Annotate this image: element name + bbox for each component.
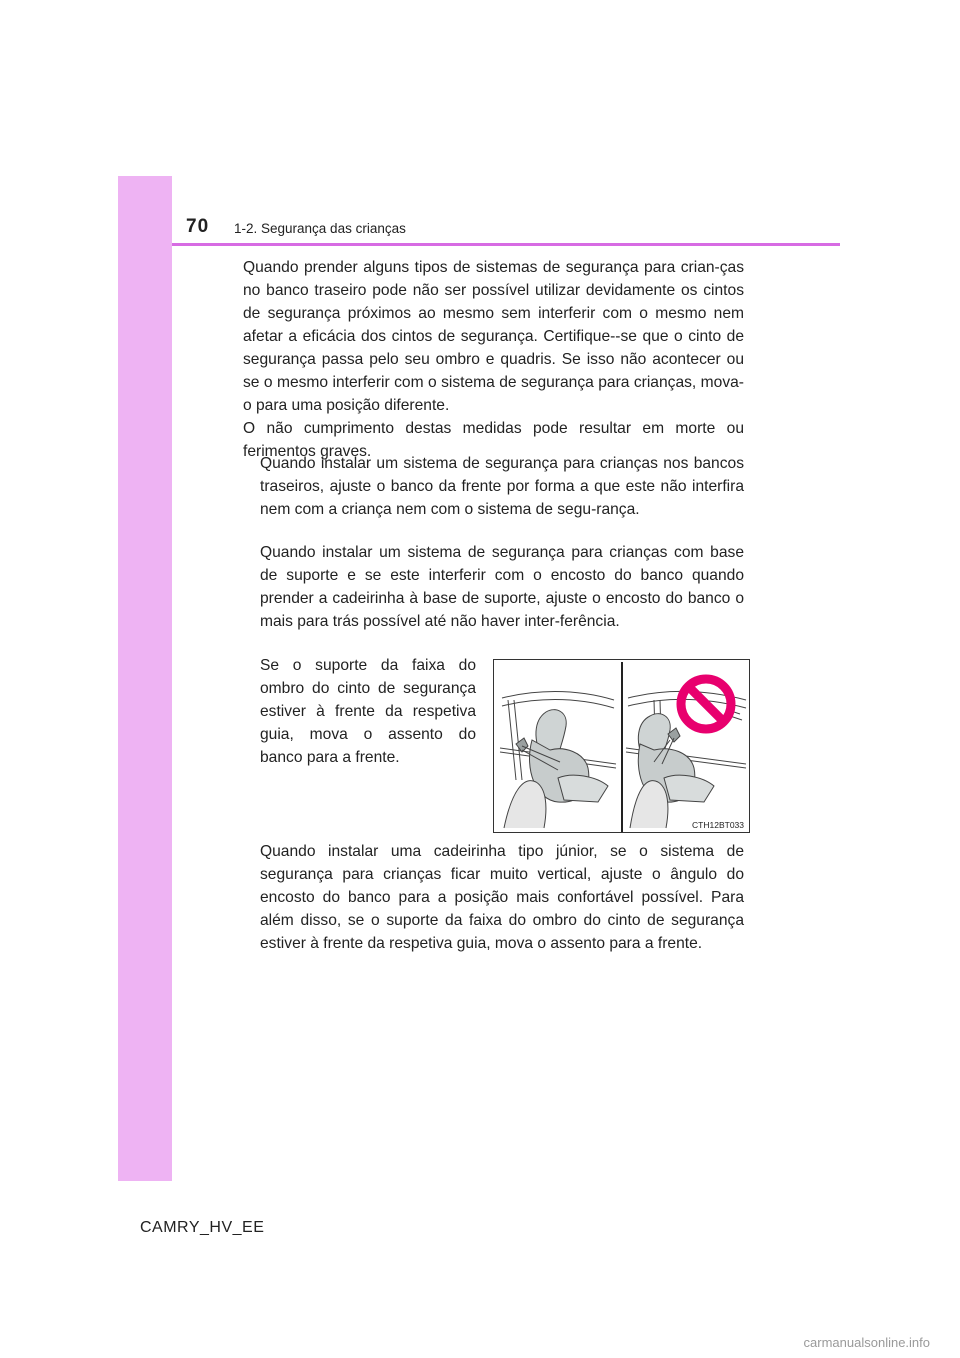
- intro-text: Quando prender alguns tipos de sistemas de segurança para crian-ças no banco traseiro pode não ser possível utilizar devidamente os cintos de segurança próximos ao mesmo sem interferir com o mesmo nem afetar a eficácia dos cintos de segurança. Certifique--se que o cinto de segurança passa pelo seu ombro e quadris. Se isso não acontecer ou se o mesmo interferir com o sistema de segurança para crianças, mova-o para uma posição diferente.: [243, 259, 744, 414]
- bullet-support-base: Quando instalar um sistema de segurança para crianças com base de suporte e se este interferir com o encosto do banco quando prender a cadeirinha à base de suporte, ajuste o encosto do banco o mais para trás possível até não haver inter-ferência.: [260, 544, 744, 630]
- intro-paragraph: [243, 256, 744, 463]
- model-code: CAMRY_HV_EE: [140, 1219, 265, 1236]
- header-rule: [172, 243, 840, 246]
- side-tab: [118, 176, 172, 1181]
- bullet-rear-seat: Quando instalar um sistema de segurança para crianças nos bancos traseiros, ajuste o banco da frente por forma a que este não interfira nem com a criança nem com o sistema de segu-rança.: [260, 455, 744, 518]
- prohibited-icon: [681, 679, 731, 729]
- section-title: 1-2. Segurança das crianças: [234, 221, 406, 236]
- page-number: 70: [186, 216, 210, 237]
- seat-illustration: [493, 659, 750, 833]
- illustration-code: CTH12BT033: [692, 820, 744, 830]
- watermark: carmanualsonline.info: [803, 1335, 930, 1350]
- warning-text: O não cumprimento destas medidas pode resultar em morte ou ferimentos graves.: [243, 420, 744, 460]
- bullet-shoulder-anchor: Se o suporte da faixa do ombro do cinto de segurança estiver à frente da respetiva guia, mova o assento do banco para a frente.: [260, 657, 476, 766]
- bullet-junior-seat: Quando instalar uma cadeirinha tipo júnior, se o sistema de segurança para crianças ficar muito vertical, ajuste o ângulo do encosto do banco para a posição mais confortável possível. Para além disso, se o suporte da faixa do ombro do cinto de segurança estiver à frente da respetiva guia, mova o assento para a frente.: [260, 843, 744, 952]
- correct-seat-panel: [500, 692, 616, 829]
